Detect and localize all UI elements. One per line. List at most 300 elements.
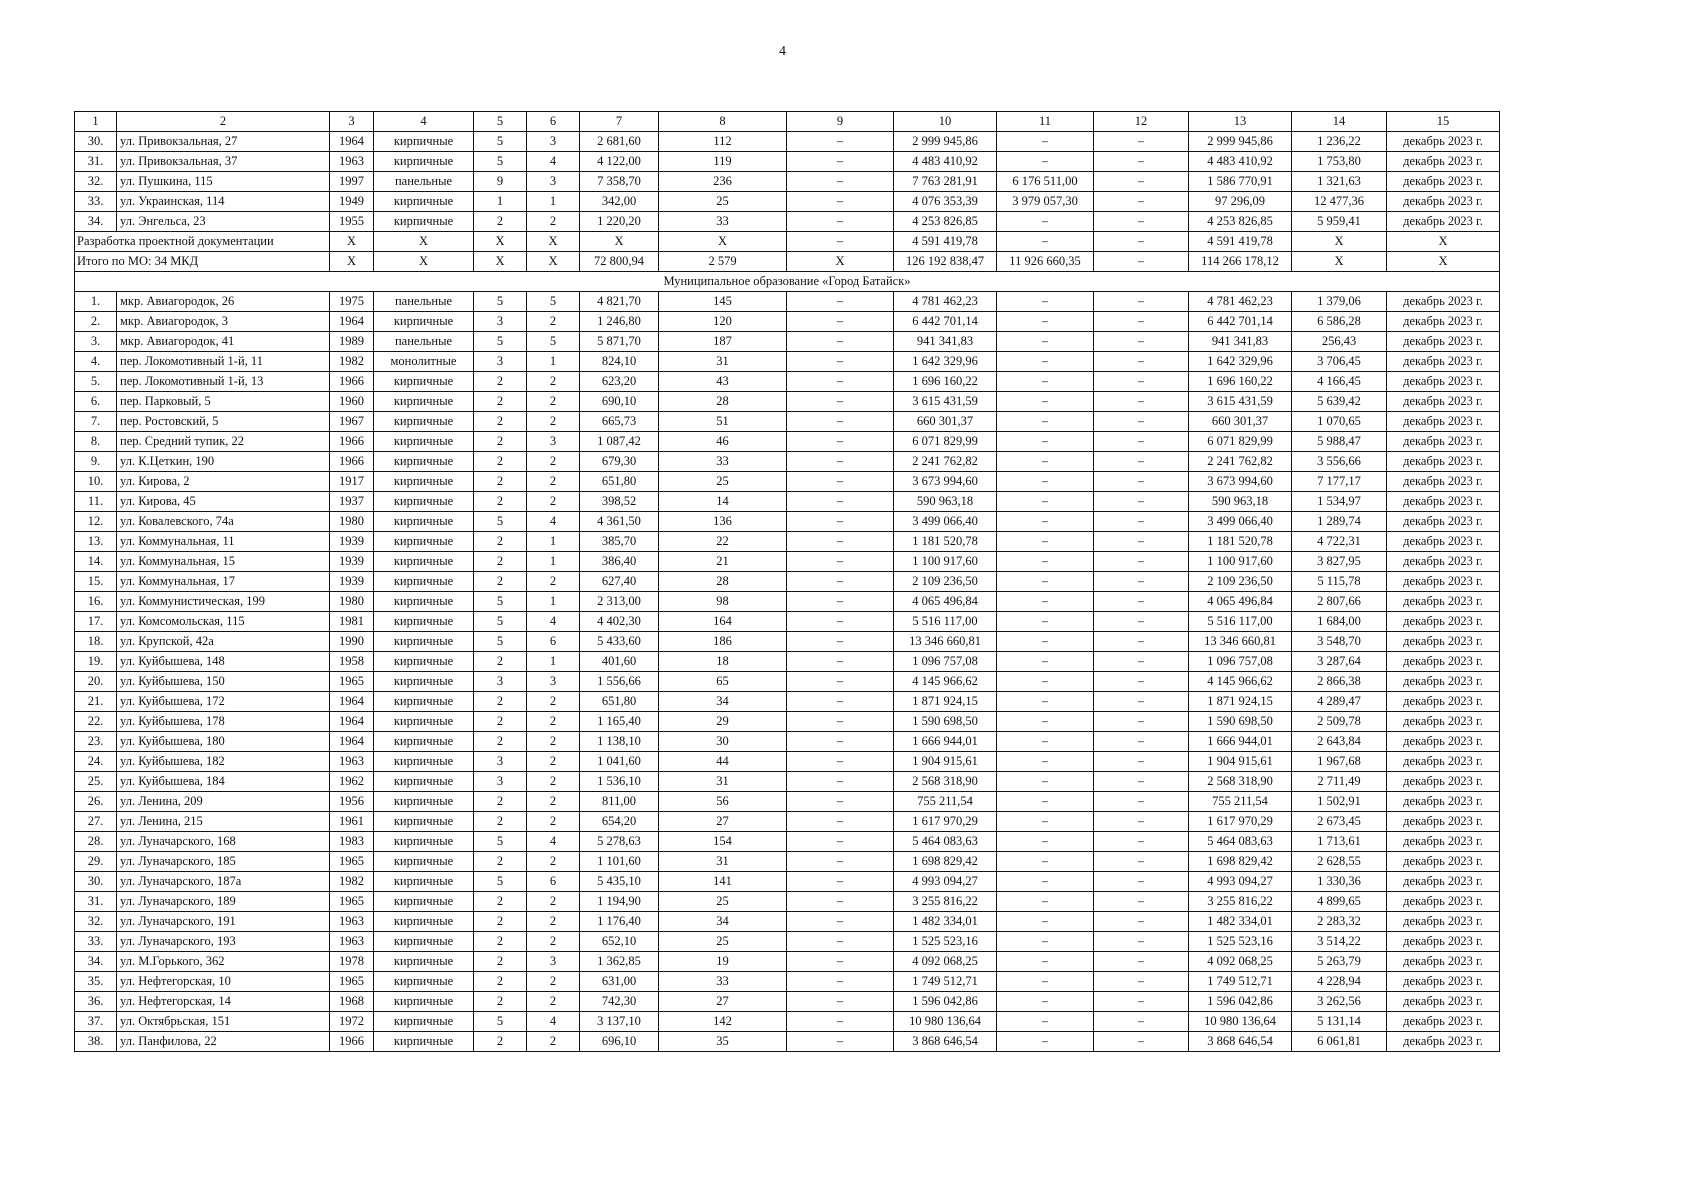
section-title: Муниципальное образование «Город Батайск» <box>75 272 1500 292</box>
table-cell: кирпичные <box>374 952 474 972</box>
table-cell: 5 <box>474 132 527 152</box>
table-cell: 1 362,85 <box>580 952 659 972</box>
table-row <box>75 612 1500 632</box>
table-row <box>75 692 1500 712</box>
table-cell: 2 109 236,50 <box>1189 572 1292 592</box>
table-cell: 5 988,47 <box>1292 432 1387 452</box>
table-cell: 2 <box>527 972 580 992</box>
table-cell: – <box>1094 1032 1189 1052</box>
table-cell: 65 <box>659 672 787 692</box>
table-cell: X <box>330 252 374 272</box>
row-label: Разработка проектной документации <box>75 232 330 252</box>
table-cell: 34. <box>75 212 117 232</box>
table-cell: – <box>997 572 1094 592</box>
table-cell: кирпичные <box>374 372 474 392</box>
table-cell: – <box>1094 312 1189 332</box>
table-cell: X <box>527 252 580 272</box>
table-cell: декабрь 2023 г. <box>1387 472 1500 492</box>
table-cell: 654,20 <box>580 812 659 832</box>
table-cell: ул. Пушкина, 115 <box>117 172 330 192</box>
table-cell: 3 868 646,54 <box>894 1032 997 1052</box>
table-cell: 1 698 829,42 <box>1189 852 1292 872</box>
table-cell: 7 177,17 <box>1292 472 1387 492</box>
table-cell: 31. <box>75 892 117 912</box>
table-cell: 145 <box>659 292 787 312</box>
table-cell: декабрь 2023 г. <box>1387 772 1500 792</box>
table-cell: 20. <box>75 672 117 692</box>
table-cell: 22. <box>75 712 117 732</box>
table-cell: пер. Парковый, 5 <box>117 392 330 412</box>
table-row <box>75 152 1500 172</box>
table-cell: 1 749 512,71 <box>894 972 997 992</box>
table-cell: 29. <box>75 852 117 872</box>
table-cell: 6 442 701,14 <box>1189 312 1292 332</box>
table-cell: 3 255 816,22 <box>894 892 997 912</box>
table-cell: 4 993 094,27 <box>894 872 997 892</box>
table-cell: ул. Ленина, 215 <box>117 812 330 832</box>
table-cell: 1 617 970,29 <box>894 812 997 832</box>
table-cell: 2 <box>474 952 527 972</box>
table-row <box>75 392 1500 412</box>
table-cell: 1964 <box>330 732 374 752</box>
table-row <box>75 752 1500 772</box>
table-cell: кирпичные <box>374 312 474 332</box>
table-cell: 2 568 318,90 <box>1189 772 1292 792</box>
table-cell: 1 586 770,91 <box>1189 172 1292 192</box>
table-cell: 1 713,61 <box>1292 832 1387 852</box>
table-cell: кирпичные <box>374 152 474 172</box>
table-cell: 6 442 701,14 <box>894 312 997 332</box>
table-cell: ул. Нефтегорская, 14 <box>117 992 330 1012</box>
table-row <box>75 892 1500 912</box>
table-cell: ул. Коммунальная, 17 <box>117 572 330 592</box>
table-cell: 7 763 281,91 <box>894 172 997 192</box>
table-cell: 2 <box>527 812 580 832</box>
table-cell: 12. <box>75 512 117 532</box>
table-cell: 1972 <box>330 1012 374 1032</box>
table-cell: – <box>997 452 1094 472</box>
table-cell: декабрь 2023 г. <box>1387 672 1500 692</box>
column-header: 13 <box>1189 112 1292 132</box>
table-cell: 1965 <box>330 852 374 872</box>
table-cell: 3 499 066,40 <box>1189 512 1292 532</box>
table-cell: 31. <box>75 152 117 172</box>
table-cell: – <box>1094 632 1189 652</box>
table-cell: 5. <box>75 372 117 392</box>
table-cell: 4 076 353,39 <box>894 192 997 212</box>
table-cell: 5 <box>474 872 527 892</box>
table-cell: 2 <box>474 812 527 832</box>
table-cell: – <box>1094 332 1189 352</box>
table-cell: 28 <box>659 392 787 412</box>
table-cell: – <box>1094 852 1189 872</box>
table-cell: 5 464 083,63 <box>894 832 997 852</box>
table-cell: – <box>1094 592 1189 612</box>
table-cell: 631,00 <box>580 972 659 992</box>
table-cell: кирпичные <box>374 712 474 732</box>
table-cell: – <box>787 432 894 452</box>
table-cell: – <box>787 192 894 212</box>
table-cell: 98 <box>659 592 787 612</box>
table-cell: 2 <box>474 1032 527 1052</box>
table-cell: 4 402,30 <box>580 612 659 632</box>
table-cell: 3 979 057,30 <box>997 192 1094 212</box>
table-cell: – <box>787 352 894 372</box>
table-cell: – <box>787 672 894 692</box>
table-cell: 5 464 083,63 <box>1189 832 1292 852</box>
table-cell: 1960 <box>330 392 374 412</box>
table-cell: 1 871 924,15 <box>894 692 997 712</box>
table-cell: 1978 <box>330 952 374 972</box>
table-cell: 5 435,10 <box>580 872 659 892</box>
table-cell: 142 <box>659 1012 787 1032</box>
table-cell: кирпичные <box>374 1032 474 1052</box>
table-cell: 2 <box>474 452 527 472</box>
table-cell: – <box>787 972 894 992</box>
table-cell: 1 596 042,86 <box>1189 992 1292 1012</box>
table-cell: – <box>787 612 894 632</box>
table-cell: 1917 <box>330 472 374 492</box>
table-cell: – <box>997 332 1094 352</box>
table-cell: – <box>787 232 894 252</box>
table-cell: – <box>1094 472 1189 492</box>
table-row <box>75 472 1500 492</box>
table-cell: 7. <box>75 412 117 432</box>
table-cell: 2 <box>474 852 527 872</box>
table-cell: 1 617 970,29 <box>1189 812 1292 832</box>
table-cell: 1 590 698,50 <box>894 712 997 732</box>
table-cell: – <box>1094 252 1189 272</box>
table-cell: – <box>787 812 894 832</box>
table-cell: 25 <box>659 932 787 952</box>
table-cell: 32. <box>75 912 117 932</box>
table-cell: ул. Луначарского, 185 <box>117 852 330 872</box>
table-cell: ул. Коммунальная, 11 <box>117 532 330 552</box>
table-cell: – <box>997 812 1094 832</box>
table-cell: 21. <box>75 692 117 712</box>
table-cell: 2 <box>527 712 580 732</box>
table-cell: X <box>527 232 580 252</box>
table-cell: X <box>330 232 374 252</box>
table-cell: – <box>787 532 894 552</box>
table-cell: 1 482 334,01 <box>894 912 997 932</box>
page-number: 4 <box>779 44 786 59</box>
table-cell: – <box>1094 132 1189 152</box>
table-cell: 31 <box>659 772 787 792</box>
table-cell: декабрь 2023 г. <box>1387 352 1500 372</box>
table-cell: ул. Коммунальная, 15 <box>117 552 330 572</box>
table-cell: декабрь 2023 г. <box>1387 792 1500 812</box>
table-cell: 3 556,66 <box>1292 452 1387 472</box>
table-row <box>75 452 1500 472</box>
table-cell: 1 642 329,96 <box>894 352 997 372</box>
table-cell: 660 301,37 <box>1189 412 1292 432</box>
table-cell: – <box>997 292 1094 312</box>
table-cell: 2 <box>474 892 527 912</box>
table-cell: – <box>997 832 1094 852</box>
table-cell: 2 681,60 <box>580 132 659 152</box>
table-cell: 4 <box>527 152 580 172</box>
table-cell: декабрь 2023 г. <box>1387 992 1500 1012</box>
table-row <box>75 532 1500 552</box>
table-cell: 24. <box>75 752 117 772</box>
table-cell: 2 <box>474 652 527 672</box>
table-cell: 6. <box>75 392 117 412</box>
table-cell: 5 <box>474 332 527 352</box>
table-cell: 1. <box>75 292 117 312</box>
table-cell: 1 <box>474 192 527 212</box>
table-cell: 386,40 <box>580 552 659 572</box>
table-cell: – <box>1094 652 1189 672</box>
table-cell: 1 753,80 <box>1292 152 1387 172</box>
table-cell: 256,43 <box>1292 332 1387 352</box>
table-cell: 126 192 838,47 <box>894 252 997 272</box>
table-cell: – <box>1094 152 1189 172</box>
table-cell: 342,00 <box>580 192 659 212</box>
table-cell: 33 <box>659 972 787 992</box>
table-cell: 3 827,95 <box>1292 552 1387 572</box>
table-cell: 13 346 660,81 <box>894 632 997 652</box>
table-row <box>75 952 1500 972</box>
table-cell: 28 <box>659 572 787 592</box>
table-cell: 4 092 068,25 <box>894 952 997 972</box>
table-cell: декабрь 2023 г. <box>1387 372 1500 392</box>
table-cell: монолитные <box>374 352 474 372</box>
table-cell: 1983 <box>330 832 374 852</box>
table-cell: ул. К.Цеткин, 190 <box>117 452 330 472</box>
table-cell: 590 963,18 <box>1189 492 1292 512</box>
table-cell: – <box>997 652 1094 672</box>
table-cell: 1 871 924,15 <box>1189 692 1292 712</box>
table-cell: – <box>997 692 1094 712</box>
table-cell: 6 <box>527 632 580 652</box>
table-cell: 1963 <box>330 752 374 772</box>
table-cell: 2 <box>527 572 580 592</box>
table-cell: – <box>787 1032 894 1052</box>
table-row <box>75 372 1500 392</box>
table-cell: 2 241 762,82 <box>1189 452 1292 472</box>
table-cell: – <box>1094 712 1189 732</box>
table-cell: 2 <box>527 312 580 332</box>
column-header: 12 <box>1094 112 1189 132</box>
table-cell: 1 096 757,08 <box>1189 652 1292 672</box>
table-cell: – <box>1094 212 1189 232</box>
table-cell: декабрь 2023 г. <box>1387 872 1500 892</box>
table-row <box>75 1032 1500 1052</box>
table-cell: ул. Украинская, 114 <box>117 192 330 212</box>
table-cell: 2. <box>75 312 117 332</box>
table-cell: 3 <box>527 132 580 152</box>
table-cell: 1 590 698,50 <box>1189 712 1292 732</box>
table-cell: 5 115,78 <box>1292 572 1387 592</box>
table-cell: – <box>997 992 1094 1012</box>
table-cell: – <box>1094 872 1189 892</box>
table-cell: – <box>787 592 894 612</box>
table-cell: 627,40 <box>580 572 659 592</box>
table-cell: – <box>1094 932 1189 952</box>
table-cell: 2 <box>527 212 580 232</box>
table-cell: – <box>997 732 1094 752</box>
table-cell: 4 483 410,92 <box>894 152 997 172</box>
table-cell: декабрь 2023 г. <box>1387 852 1500 872</box>
table-cell: – <box>1094 812 1189 832</box>
table-cell: – <box>997 412 1094 432</box>
table-cell: кирпичные <box>374 472 474 492</box>
table-row <box>75 672 1500 692</box>
table-cell: – <box>787 492 894 512</box>
table-cell: 4 993 094,27 <box>1189 872 1292 892</box>
table-row <box>75 292 1500 312</box>
table-cell: 1966 <box>330 432 374 452</box>
table-cell: – <box>997 212 1094 232</box>
table-cell: 1964 <box>330 312 374 332</box>
table-cell: 1964 <box>330 712 374 732</box>
table-cell: X <box>374 252 474 272</box>
table-cell: кирпичные <box>374 1012 474 1032</box>
table-cell: 651,80 <box>580 472 659 492</box>
table-cell: – <box>997 1012 1094 1032</box>
table-cell: – <box>997 432 1094 452</box>
table-cell: – <box>997 872 1094 892</box>
table-cell: – <box>787 692 894 712</box>
table-row <box>75 932 1500 952</box>
table-cell: 941 341,83 <box>1189 332 1292 352</box>
table-cell: – <box>997 492 1094 512</box>
table-cell: 5 <box>474 632 527 652</box>
table-cell: 1949 <box>330 192 374 212</box>
table-cell: – <box>997 612 1094 632</box>
table-cell: 236 <box>659 172 787 192</box>
table-cell: декабрь 2023 г. <box>1387 292 1500 312</box>
table-cell: – <box>787 372 894 392</box>
table-cell: декабрь 2023 г. <box>1387 972 1500 992</box>
table-cell: 1966 <box>330 372 374 392</box>
table-cell: – <box>997 132 1094 152</box>
table-cell: 136 <box>659 512 787 532</box>
table-cell: – <box>997 752 1094 772</box>
table-cell: – <box>787 652 894 672</box>
table-cell: 4 899,65 <box>1292 892 1387 912</box>
table-cell: кирпичные <box>374 212 474 232</box>
table-cell: 4 781 462,23 <box>1189 292 1292 312</box>
table-cell: – <box>997 792 1094 812</box>
table-cell: пер. Локомотивный 1-й, 13 <box>117 372 330 392</box>
table-cell: 19 <box>659 952 787 972</box>
table-cell: 1 904 915,61 <box>894 752 997 772</box>
table-cell: декабрь 2023 г. <box>1387 692 1500 712</box>
table-cell: 1981 <box>330 612 374 632</box>
table-row <box>75 792 1500 812</box>
table-cell: декабрь 2023 г. <box>1387 1012 1500 1032</box>
table-cell: 34 <box>659 912 787 932</box>
table-cell: 9. <box>75 452 117 472</box>
table-cell: – <box>787 632 894 652</box>
table-cell: 1989 <box>330 332 374 352</box>
table-cell: 824,10 <box>580 352 659 372</box>
table-cell: декабрь 2023 г. <box>1387 192 1500 212</box>
table-cell: 2 579 <box>659 252 787 272</box>
table-cell: 44 <box>659 752 787 772</box>
table-cell: 10 980 136,64 <box>894 1012 997 1032</box>
table-cell: ул. Привокзальная, 27 <box>117 132 330 152</box>
table-cell: – <box>1094 292 1189 312</box>
table-cell: – <box>997 312 1094 332</box>
table-cell: 3 <box>527 432 580 452</box>
table-cell: 5 516 117,00 <box>1189 612 1292 632</box>
table-cell: 1 525 523,16 <box>894 932 997 952</box>
table-row <box>75 492 1500 512</box>
table-cell: 4 145 966,62 <box>894 672 997 692</box>
table-cell: 3 <box>527 172 580 192</box>
table-cell: 97 296,09 <box>1189 192 1292 212</box>
table-cell: – <box>787 912 894 932</box>
table-cell: 2 <box>474 792 527 812</box>
table-cell: 4 253 826,85 <box>894 212 997 232</box>
table-row <box>75 132 1500 152</box>
table-cell: X <box>787 252 894 272</box>
table-cell: декабрь 2023 г. <box>1387 612 1500 632</box>
table-cell: 35. <box>75 972 117 992</box>
table-cell: – <box>787 892 894 912</box>
table-cell: ул. Куйбышева, 148 <box>117 652 330 672</box>
table-row <box>75 512 1500 532</box>
table-cell: 5 516 117,00 <box>894 612 997 632</box>
table-cell: 1963 <box>330 932 374 952</box>
column-header: 9 <box>787 112 894 132</box>
table-cell: 385,70 <box>580 532 659 552</box>
table-cell: 4 145 966,62 <box>1189 672 1292 692</box>
table-cell: 187 <box>659 332 787 352</box>
table-cell: 1 482 334,01 <box>1189 912 1292 932</box>
table-cell: 5 <box>474 292 527 312</box>
table-cell: ул. Ленина, 209 <box>117 792 330 812</box>
table-cell: 1956 <box>330 792 374 812</box>
table-cell: 3 287,64 <box>1292 652 1387 672</box>
table-cell: – <box>997 712 1094 732</box>
table-cell: 186 <box>659 632 787 652</box>
table-cell: декабрь 2023 г. <box>1387 712 1500 732</box>
table-row <box>75 312 1500 332</box>
table-cell: – <box>787 332 894 352</box>
table-cell: – <box>1094 832 1189 852</box>
table-cell: 665,73 <box>580 412 659 432</box>
table-cell: кирпичные <box>374 452 474 472</box>
table-cell: – <box>787 852 894 872</box>
table-cell: декабрь 2023 г. <box>1387 152 1500 172</box>
table-cell: 1968 <box>330 992 374 1012</box>
table-cell: – <box>997 152 1094 172</box>
table-cell: 1982 <box>330 872 374 892</box>
table-cell: 3 262,56 <box>1292 992 1387 1012</box>
table-cell: кирпичные <box>374 552 474 572</box>
table-cell: – <box>1094 372 1189 392</box>
table-cell: 3. <box>75 332 117 352</box>
table-cell: 2 <box>527 772 580 792</box>
table-cell: кирпичные <box>374 772 474 792</box>
table-cell: 1997 <box>330 172 374 192</box>
table-cell: 1966 <box>330 452 374 472</box>
table-cell: – <box>787 472 894 492</box>
table-cell: 18 <box>659 652 787 672</box>
table-cell: пер. Локомотивный 1-й, 11 <box>117 352 330 372</box>
table-cell: 2 <box>527 392 580 412</box>
table-cell: кирпичные <box>374 412 474 432</box>
table-cell: 1 666 944,01 <box>894 732 997 752</box>
table-cell: 1958 <box>330 652 374 672</box>
table-cell: – <box>997 592 1094 612</box>
table-cell: 1 666 944,01 <box>1189 732 1292 752</box>
table-cell: 4 <box>527 512 580 532</box>
